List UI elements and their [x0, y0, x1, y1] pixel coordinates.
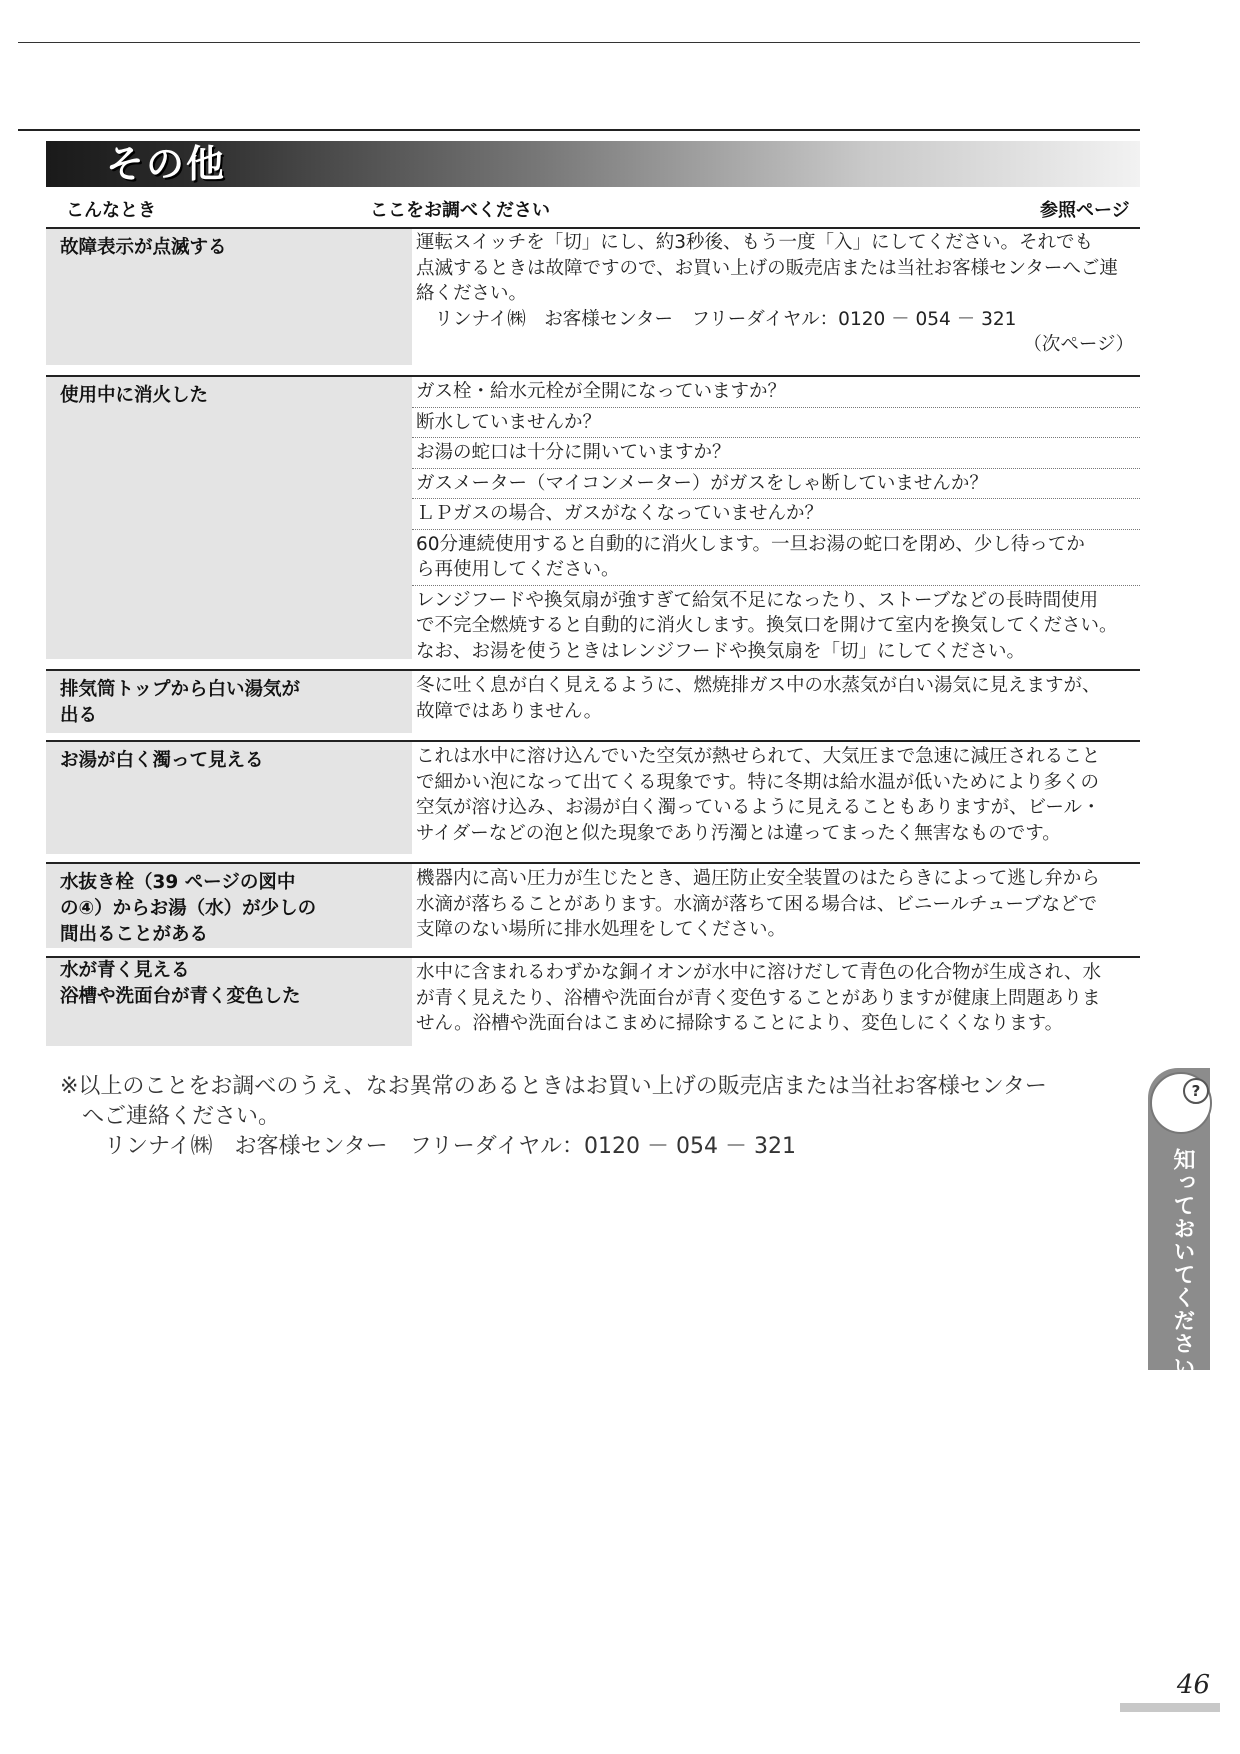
- cause-text: 水中に含まれるわずかな銅イオンが水中に溶けだして青色の化合物が生成され、水 が青く見えたり、浴槽や洗面台が青く変色することがありますが健康上問題ありま せん。浴槽や洗面台はこまめに掃除することにより、変色しにくくなります。: [416, 962, 1102, 1034]
- table-row: [46, 862, 1140, 948]
- row-causes: [412, 864, 1140, 948]
- row-symptom: お湯が白く濁って見える: [60, 750, 264, 771]
- reference-note: （次ページ）: [1023, 334, 1134, 355]
- footer-note: [60, 1072, 1140, 1162]
- cause-item: 60分連続使用すると自動的に消火します。一旦お湯の蛇口を閉め、少し待ってか ら再使用してください。: [412, 530, 1140, 586]
- row-symptom: 水が青く見える 浴槽や洗面台が青く変色した: [60, 960, 301, 1007]
- cause-item: 断水していませんか？: [412, 408, 1140, 439]
- table-row: [46, 669, 1140, 733]
- row-causes: [412, 742, 1140, 854]
- column-header-check: ここをお調べください: [370, 200, 550, 221]
- table-row: [46, 227, 1140, 365]
- cause-text: 機器内に高い圧力が生じたとき、過圧防止安全装置のはたらきによって逃し弁から 水滴が落ちることがあります。水滴が落ちて困る場合は、ビニールチューブなどで 支障のない場所に排水処理をしてください。: [416, 868, 1100, 940]
- table-row: [46, 375, 1140, 662]
- row-causes: [412, 377, 1140, 662]
- side-tab-label: 知っておいてください: [1170, 1148, 1195, 1378]
- row-symptom: 水抜き栓（39 ページの図中 の④）からお湯（水）が少しの 間出ることがある: [60, 872, 317, 945]
- row-symptom: 故障表示が点滅する: [60, 237, 227, 258]
- cause-item: ＬＰガスの場合、ガスがなくなっていませんか？: [412, 499, 1140, 530]
- page-number-bar: [1120, 1703, 1220, 1712]
- cause-text: 冬に吐く息が白く見えるように、燃焼排ガス中の水蒸気が白い湯気に見えますが、 故障ではありません。: [416, 675, 1101, 722]
- question-icon: ?: [1183, 1078, 1209, 1104]
- cause-text: これは水中に溶け込んでいた空気が熱せられて、大気圧まで急速に減圧されること で細かい泡になって出てくる現象です。特に冬期は給水温が低いためにより多くの 空気が溶け込み、お湯が白く濁っているように見えることもありますが、ビール・ サイダーなどの泡と似た現象であり汚濁とは違ってまったく無害なものです。: [416, 746, 1101, 844]
- cause-item: お湯の蛇口は十分に開いていますか？: [412, 438, 1140, 469]
- column-header-ref: 参照ページ: [1040, 200, 1130, 221]
- footer-contact: リンナイ㈱ お客様センター フリーダイヤル：0120 － 054 － 321: [60, 1134, 796, 1159]
- table-row: [46, 956, 1140, 1046]
- row-symptom: 排気筒トップから白い湯気が 出る: [60, 679, 300, 726]
- section-rule: [18, 129, 1140, 131]
- row-causes: [412, 671, 1140, 733]
- row-symptom: 使用中に消火した: [60, 385, 209, 406]
- section-title: その他: [106, 142, 227, 186]
- page-number: 46: [1176, 1670, 1210, 1700]
- cause-item: ガスメーター（マイコンメーター）がガスをしゃ断していませんか？: [412, 469, 1140, 500]
- top-rule: [18, 42, 1140, 43]
- column-header-symptom: こんなとき: [66, 200, 156, 221]
- section-banner: [46, 141, 1140, 187]
- cause-item: レンジフードや換気扇が強すぎて給気不足になったり、ストーブなどの長時間使用 で不完全燃焼すると自動的に消火します。換気口を開けて室内を換気してください。 なお、お湯を使うときはレンジフードや換気扇を「切」にしてください。: [416, 589, 1118, 662]
- cause-item: ガス栓・給水元栓が全開になっていますか？: [412, 377, 1140, 408]
- row-causes: [412, 958, 1140, 1046]
- footer-line: ※以上のことをお調べのうえ、なお異常のあるときはお買い上げの販売店または当社お客様センター: [60, 1074, 1047, 1099]
- footer-line: へご連絡ください。: [60, 1104, 281, 1129]
- cause-text: 運転スイッチを「切」にし、約3秒後、もう一度「入」にしてください。それでも 点滅するときは故障ですので、お買い上げの販売店または当社お客様センターへご連 絡ください。 リンナイ㈱ お客様センター フリーダイヤル：0120 － 054 － 321: [416, 232, 1118, 330]
- row-causes: [412, 229, 1140, 365]
- table-row: [46, 740, 1140, 854]
